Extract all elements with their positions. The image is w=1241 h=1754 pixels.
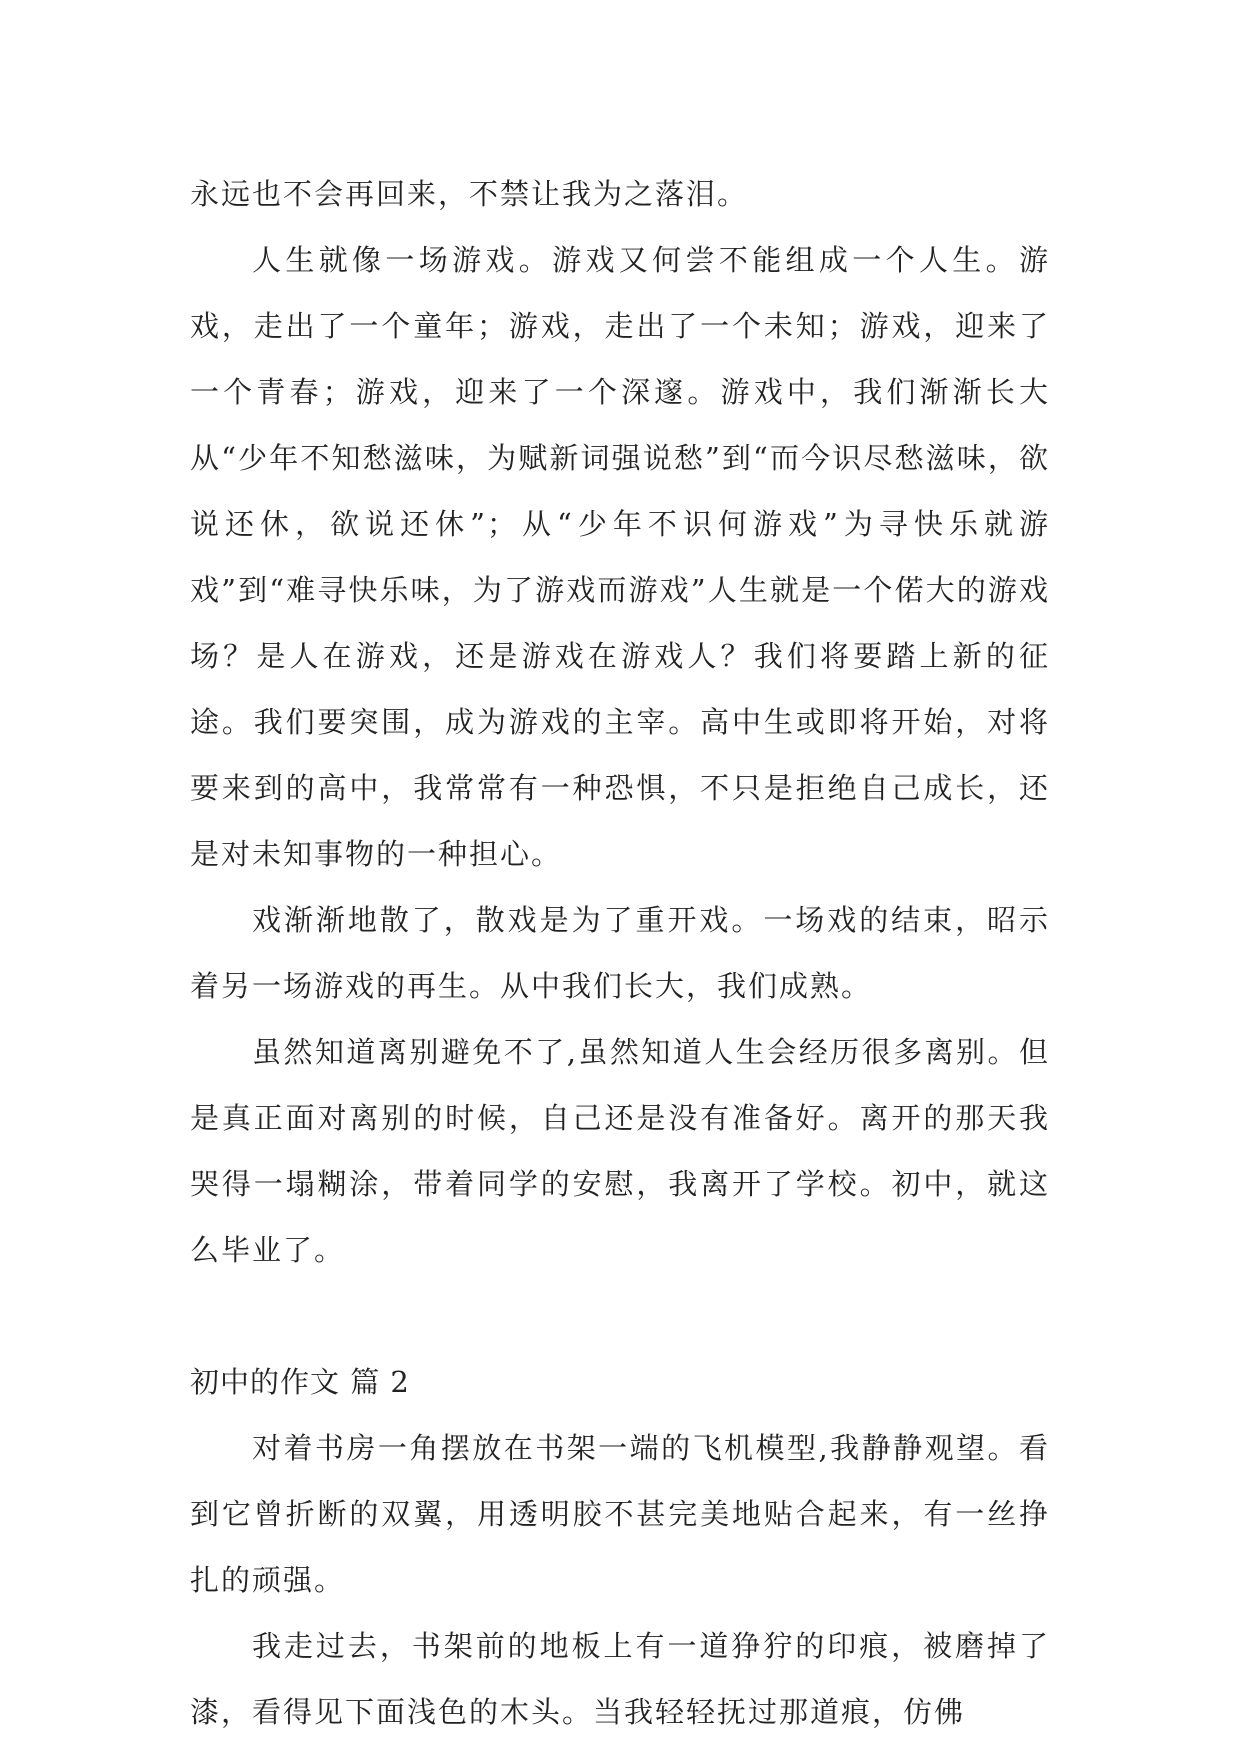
paragraph-play-ends: 戏渐渐地散了，散戏是为了重开戏。一场戏的结束，昭示着另一场游戏的再生。从中我们长大，我们成熟。: [190, 903, 1050, 1003]
document-body: [190, 161, 1050, 1745]
paragraph-farewell: 虽然知道离别避免不了,虽然知道人生会经历很多离别。但是真正面对离别的时候，自己还是没有准备好。离开的那天我哭得一塌糊涂，带着同学的安慰，我离开了学校。初中，就这么毕业了。: [190, 1035, 1050, 1267]
section-heading: 初中的作文 篇 2: [190, 1365, 410, 1399]
paragraph-airplane-model: 对着书房一角摆放在书架一端的飞机模型,我静静观望。看到它曾折断的双翼，用透明胶不甚完美地贴合起来，有一丝挣扎的顽强。: [190, 1431, 1050, 1597]
paragraph-game-of-life: 人生就像一场游戏。游戏又何尝不能组成一个人生。游戏，走出了一个童年；游戏，走出了一个未知；游戏，迎来了一个青春；游戏，迎来了一个深邃。游戏中，我们渐渐长大从“少年不知愁滋味，为赋新词强说愁”到“而今识尽愁滋味，欲说还休，欲说还休”；从“少年不识何游戏”为寻快乐就游戏”到“难寻快乐味，为了游戏而游戏”人生就是一个偌大的游戏场？是人在游戏，还是游戏在游戏人？我们将要踏上新的征途。我们要突围，成为游戏的主宰。高中生或即将开始，对将要来到的高中，我常常有一种恐惧，不只是拒绝自己成长，还是对未知事物的一种担心。: [190, 243, 1050, 871]
paragraph-continuation: 永远也不会再回来，不禁让我为之落泪。: [190, 177, 749, 211]
paragraph-floor-mark: 我走过去，书架前的地板上有一道狰狞的印痕，被磨掉了漆，看得见下面浅色的木头。当我轻轻抚过那道痕，仿佛: [190, 1629, 1050, 1729]
